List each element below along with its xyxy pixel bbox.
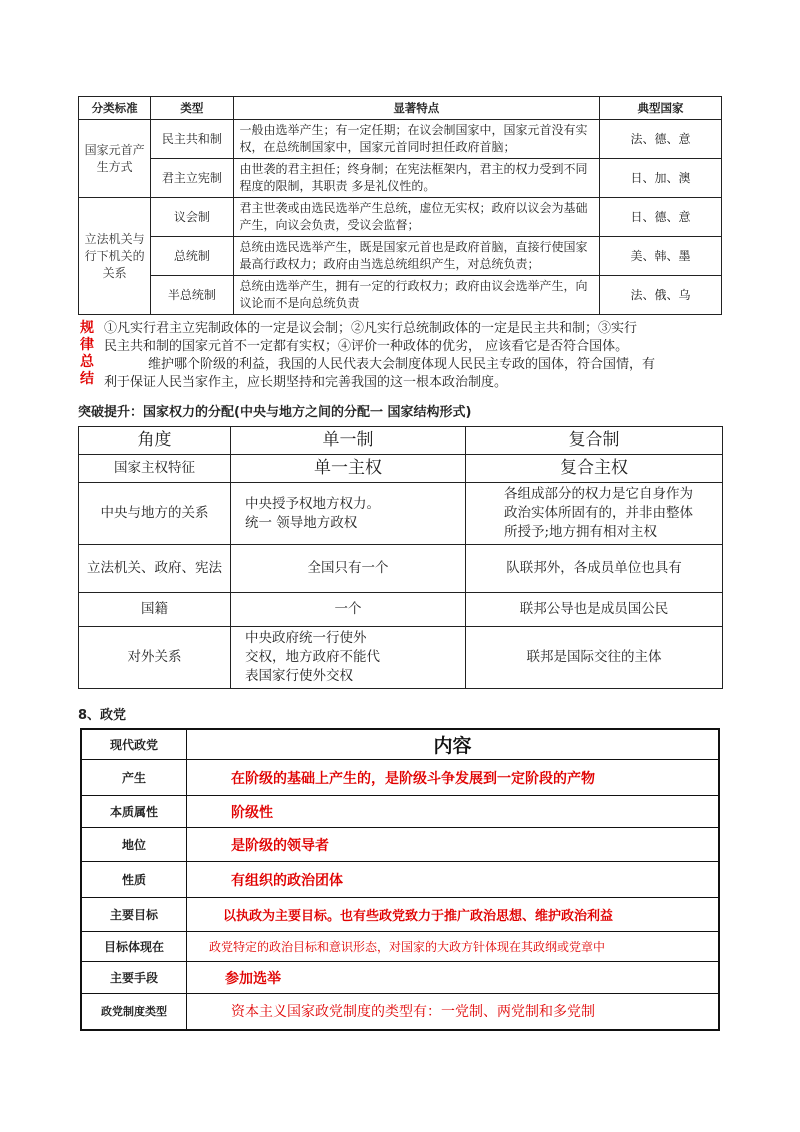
unitary-cell: 单一主权 [231, 455, 466, 483]
col-header-category: 分类标准 [79, 97, 151, 120]
marker-char: 结 [80, 371, 94, 387]
unitary-cell: 全国只有一个 [231, 545, 466, 593]
value-cell: 以执政为主要目标。也有些政党致力于推广政治思想、维护政治利益 [187, 898, 720, 932]
countries-cell: 日、德、意 [600, 198, 722, 237]
table-header-row [81, 729, 719, 760]
aspect-cell: 国家主权特征 [79, 455, 231, 483]
col-header-feature: 显著特点 [233, 97, 600, 120]
type-cell: 半总统制 [151, 276, 233, 315]
unitary-cell: 中央授予权地方权力。 统一 领导地方政权 [231, 483, 466, 545]
table-row [81, 862, 719, 898]
feature-cell: 总统由选举产生，拥有一定的行政权力；政府由议会选举产生，向议论而不是向总统负责 [233, 276, 600, 315]
regime-classification-table [78, 96, 722, 315]
feature-cell: 君主世袭或由选民选举产生总统，虚位无实权；政府以议会为基础产生，向议会负责，受议会监督； [233, 198, 600, 237]
rules-line: 维护哪个阶级的利益，我国的人民代表大会制度体现人民民主专政的国体，符合国情，有 [148, 357, 656, 372]
aspect-cell: 国籍 [79, 593, 231, 627]
table-row [79, 455, 723, 483]
table-row [79, 237, 722, 276]
table-row [79, 627, 723, 689]
marker-char: 规 [80, 320, 94, 336]
value-cell: 资本主义国家政党制度的类型有：一党制、两党制和多党制 [187, 994, 720, 1030]
rules-line: ①凡实行君主立宪制政体的一定是议会制；②凡实行总统制政体的一定是民主共和制；③实行 [104, 321, 638, 336]
table-row [81, 994, 719, 1030]
countries-cell: 法、德、意 [600, 120, 722, 159]
key-cell: 地位 [81, 828, 187, 862]
table-row [79, 545, 723, 593]
key-cell: 产生 [81, 760, 187, 796]
table-row [79, 159, 722, 198]
unitary-cell: 中央政府统一行使外 交权，地方政府不能代 表国家行使外交权 [231, 627, 466, 689]
col-header-type: 类型 [151, 97, 233, 120]
table-row [81, 796, 719, 828]
col-header-key: 现代政党 [81, 729, 187, 760]
key-cell: 主要手段 [81, 962, 187, 994]
table-row [79, 276, 722, 315]
countries-cell: 美、韩、墨 [600, 237, 722, 276]
type-cell: 议会制 [151, 198, 233, 237]
rules-summary-marker [80, 320, 96, 388]
composite-cell: 各组成部分的权力是它自身作为 政治实体所固有的，并非由整体 所授予;地方拥有相对主权 [466, 483, 723, 545]
composite-cell: 队联邦外，各成员单位也具有 [466, 545, 723, 593]
value-cell: 有组织的政治团体 [187, 862, 720, 898]
feature-cell: 总统由选民选举产生，既是国家元首也是政府首脑，直接行使国家最高行政权力；政府由当选总统组织产生，对总统负责； [233, 237, 600, 276]
table-row [79, 120, 722, 159]
rules-summary [80, 320, 720, 392]
rules-line: 利于保证人民当家作主，应长期坚持和完善我国的这一根本政治制度。 [104, 375, 508, 390]
col-header-countries: 典型国家 [600, 97, 722, 120]
key-cell: 目标体现在 [81, 932, 187, 962]
value-cell: 是阶级的领导者 [187, 828, 720, 862]
composite-cell: 复合主权 [466, 455, 723, 483]
party-heading: 8、政党 [78, 708, 127, 723]
composite-cell: 联邦公导也是成员国公民 [466, 593, 723, 627]
value-cell: 参加选举 [187, 962, 720, 994]
aspect-cell: 对外关系 [79, 627, 231, 689]
marker-char: 总 [80, 354, 94, 370]
rules-summary-text [104, 320, 720, 392]
table-header-row [79, 427, 723, 455]
table-row [79, 483, 723, 545]
composite-cell: 联邦是国际交往的主体 [466, 627, 723, 689]
table-row [79, 198, 722, 237]
political-party-table [80, 728, 720, 1031]
table-row [81, 760, 719, 796]
value-cell: 政党特定的政治目标和意识形态，对国家的大政方针体现在其政纲或党章中 [187, 932, 720, 962]
value-cell: 阶级性 [187, 796, 720, 828]
table-row [81, 932, 719, 962]
table-header-row [79, 97, 722, 120]
state-structure-table [78, 426, 723, 689]
category-cell: 立法机关与行下机关的关系 [79, 198, 151, 315]
feature-cell: 一般由选举产生；有一定任期；在议会制国家中，国家元首没有实权，在总统制国家中，国家元首同时担任政府首脑； [233, 120, 600, 159]
breakthrough-heading: 突破提升：国家权力的分配(中央与地方之间的分配一 国家结构形式) [78, 405, 472, 420]
value-cell: 在阶级的基础上产生的，是阶级斗争发展到一定阶段的产物 [187, 760, 720, 796]
rules-line: 民主共和制的国家元首不一定都有实权；④评价一种政体的优劣， 应该看它是否符合国体。 [104, 339, 629, 354]
col-header-value: 内容 [187, 729, 720, 760]
table-row [81, 828, 719, 862]
table-row [81, 962, 719, 994]
countries-cell: 法、俄、乌 [600, 276, 722, 315]
key-cell: 主要目标 [81, 898, 187, 932]
key-cell: 性质 [81, 862, 187, 898]
category-cell: 国家元首产生方式 [79, 120, 151, 198]
marker-char: 律 [80, 337, 94, 353]
type-cell: 总统制 [151, 237, 233, 276]
aspect-cell: 立法机关、政府、宪法 [79, 545, 231, 593]
col-header-unitary: 单一制 [231, 427, 466, 455]
unitary-cell: 一个 [231, 593, 466, 627]
col-header-aspect: 角度 [79, 427, 231, 455]
type-cell: 民主共和制 [151, 120, 233, 159]
col-header-composite: 复合制 [466, 427, 723, 455]
feature-cell: 由世袭的君主担任；终身制；在宪法框架内，君主的权力受到不同程度的限制，其职责 多是礼仪性的。 [233, 159, 600, 198]
key-cell: 政党制度类型 [81, 994, 187, 1030]
key-cell: 本质属性 [81, 796, 187, 828]
table-row [79, 593, 723, 627]
countries-cell: 日、加、澳 [600, 159, 722, 198]
type-cell: 君主立宪制 [151, 159, 233, 198]
aspect-cell: 中央与地方的关系 [79, 483, 231, 545]
table-row [81, 898, 719, 932]
